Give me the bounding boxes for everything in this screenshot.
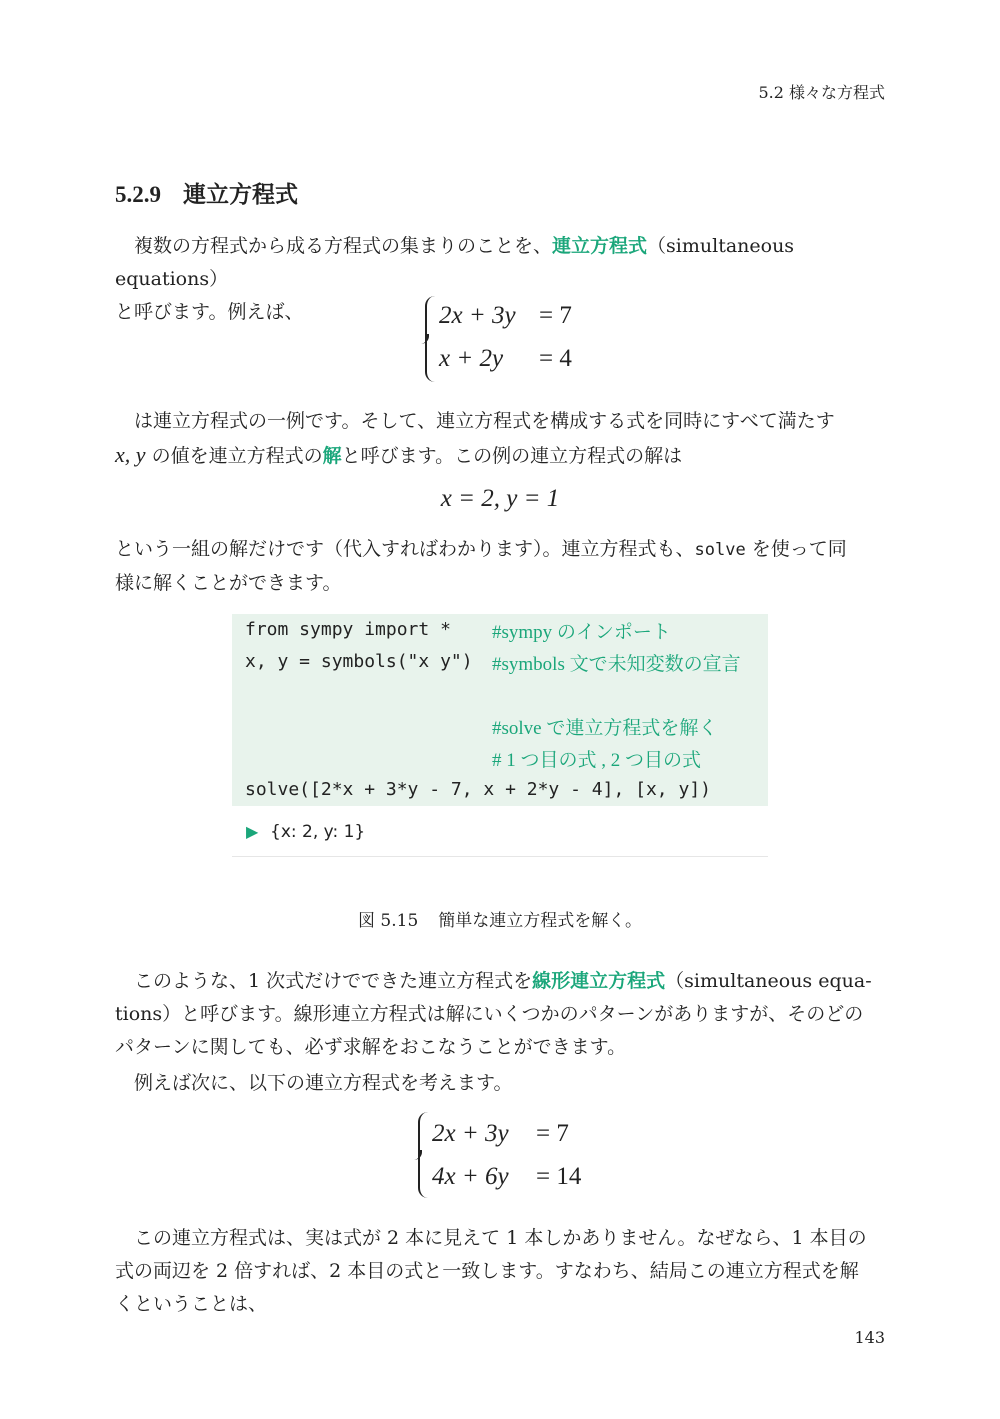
- paragraph-solution-definition: [115, 405, 885, 473]
- system1-row2-lhs: x + 2y: [439, 345, 504, 372]
- equation-system-1: [425, 296, 605, 382]
- para4-line3: パターンに関しても、必ず求解をおこなうことができます。: [115, 1036, 627, 1058]
- paragraph-linear-systems: [115, 965, 885, 1064]
- code-line-5: solve([2*x + 3*y - 7, x + 2*y - 4], [x, y]): [245, 779, 711, 800]
- figure-label: 図 5.15: [358, 911, 419, 931]
- equation-system-2: [418, 1112, 598, 1198]
- section-title: 連立方程式: [183, 182, 298, 208]
- running-head: 5.2 様々な方程式: [758, 83, 885, 102]
- output-value: {x: 2, y: 1}: [270, 822, 366, 842]
- paragraph-dependent-system: [115, 1222, 885, 1321]
- term-solution: 解: [322, 445, 342, 467]
- para6-line1: この連立方程式は、実は式が 2 本に見えて 1 本しかありません。なぜなら、1 本目の: [134, 1227, 867, 1249]
- code-comment-2: #symbols 文で未知変数の宣言: [492, 654, 741, 675]
- para2-after: と呼びます。この例の連立方程式の解は: [341, 445, 683, 467]
- vars-xy: x, y: [115, 442, 146, 467]
- system2-row2-rhs: = 14: [536, 1163, 582, 1190]
- system1-row1-lhs: 2x + 3y: [439, 302, 516, 329]
- code-block: [232, 614, 768, 806]
- code-line-2: x, y = symbols("x y"): [245, 651, 473, 672]
- code-comment-1: #sympy のインポート: [492, 622, 671, 643]
- inline-code-solve: solve: [694, 540, 746, 560]
- paragraph-solve-intro: [115, 533, 885, 600]
- paragraph-example: [115, 1067, 885, 1100]
- system1-row1-rhs: = 7: [539, 302, 572, 329]
- code-output: [232, 818, 768, 857]
- para2-line1: は連立方程式の一例です。そして、連立方程式を構成する式を同時にすべて満たす: [134, 410, 835, 432]
- para6-line3: くということは、: [115, 1293, 268, 1315]
- para4-line2: tions）と呼びます。線形連立方程式は解にいくつかのパターンがありますが、そのどの: [115, 1003, 864, 1025]
- para3-line2: 様に解くことができます。: [115, 572, 342, 594]
- system2-row2-lhs: 4x + 6y: [432, 1163, 509, 1190]
- solution-equation: x = 2, y = 1: [440, 485, 560, 512]
- code-line-1: from sympy import *: [245, 619, 451, 640]
- section-number: 5.2.9: [115, 182, 161, 207]
- code-comment-5: # 1 つ目の式 , 2 つ目の式: [492, 750, 702, 771]
- para1-english: （simultaneous equations）: [115, 235, 795, 290]
- term-linear-simultaneous-equations: 線形連立方程式: [532, 970, 666, 992]
- para3-after: を使って同: [745, 538, 847, 560]
- para4-text: このような、1 次式だけでできた連立方程式を: [134, 970, 533, 992]
- para5-text: 例えば次に、以下の連立方程式を考えます。: [134, 1072, 513, 1094]
- page-number: 143: [854, 1328, 885, 1347]
- section-heading: [115, 176, 298, 209]
- para1-text: 複数の方程式から成る方程式の集まりのことを、: [134, 235, 553, 257]
- para3-text: という一組の解だけです（代入すればわかります）。連立方程式も、: [115, 538, 695, 560]
- output-arrow-icon: ▶: [246, 822, 259, 841]
- para6-line2: 式の両辺を 2 倍すれば、2 本目の式と一致します。すなわち、結局この連立方程式を解: [115, 1260, 859, 1282]
- term-simultaneous-equations: 連立方程式: [552, 235, 648, 257]
- para4-english: （simultaneous equa-: [665, 970, 872, 992]
- figure-caption: [0, 906, 1000, 931]
- system1-row2-rhs: = 4: [539, 345, 572, 372]
- system2-row1-lhs: 2x + 3y: [432, 1120, 509, 1147]
- code-comment-4: #solve で連立方程式を解く: [492, 718, 718, 739]
- figure-caption-text: 簡単な連立方程式を解く。: [438, 911, 642, 931]
- para1-line2: と呼びます。例えば、: [115, 301, 304, 323]
- brace: [418, 1112, 430, 1198]
- brace: [425, 296, 437, 382]
- para2-mid: の値を連立方程式の: [145, 445, 323, 467]
- system2-row1-rhs: = 7: [536, 1120, 569, 1147]
